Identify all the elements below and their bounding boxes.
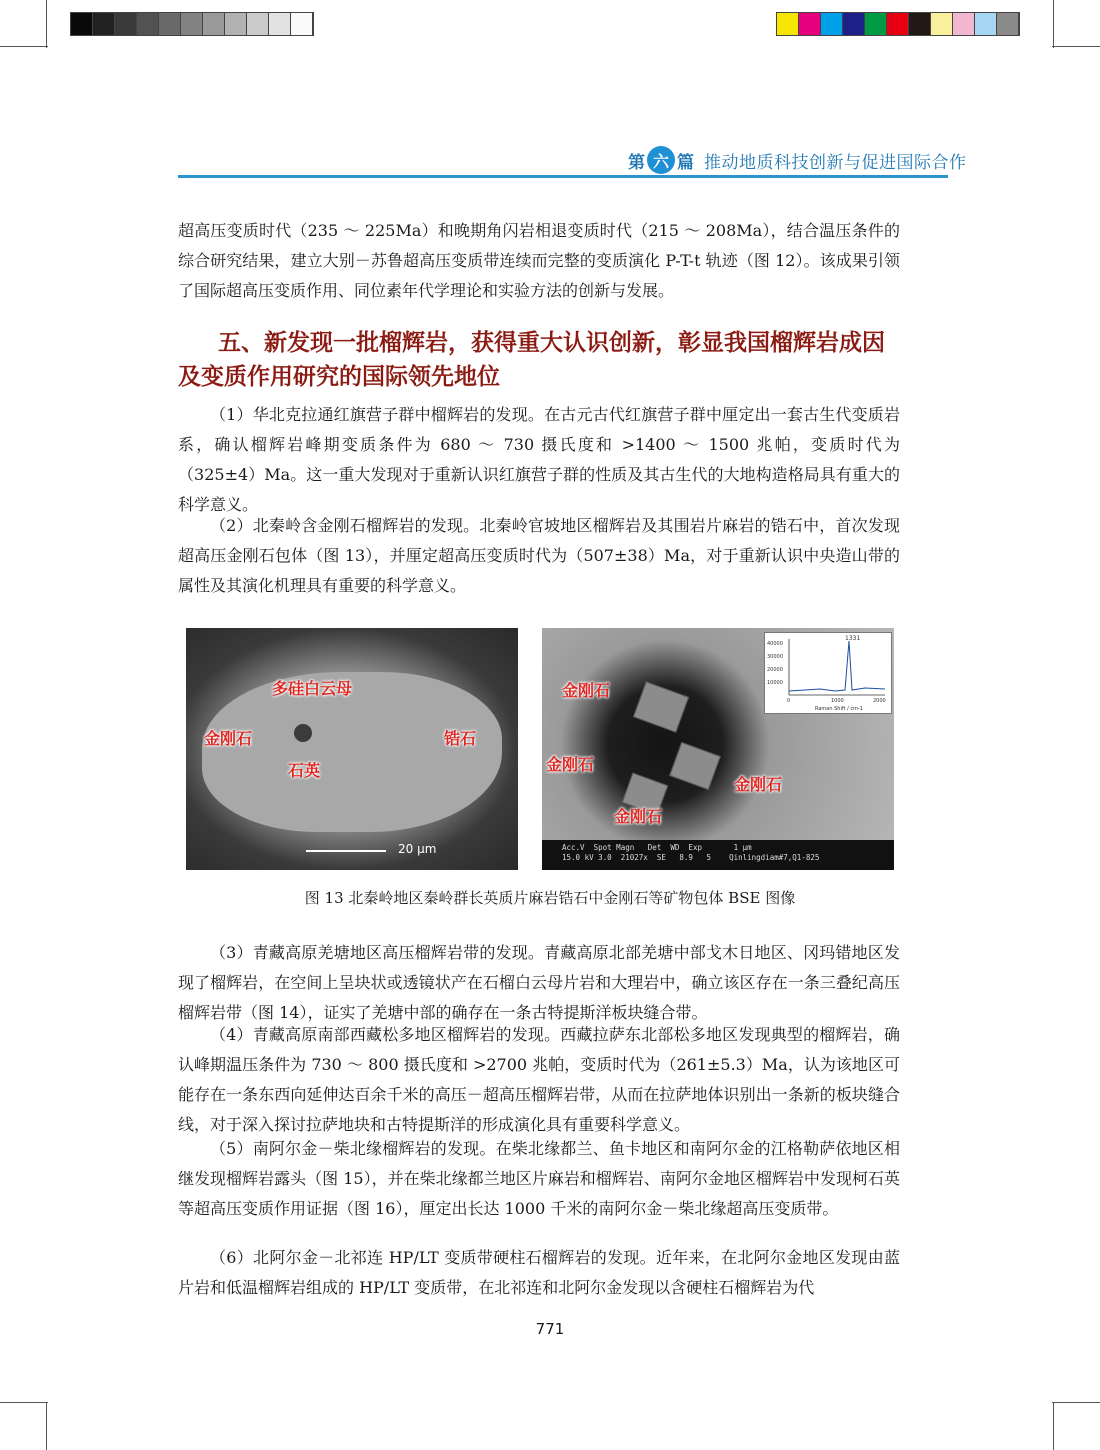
paragraph-item-2: （2）北秦岭含金刚石榴辉岩的发现。北秦岭官坡地区榴辉岩及其围岩片麻岩的锆石中，首次发现超高压金刚石包体（图 13），并厘定超高压变质时代为（507±38）Ma，对于重新认识中央造山带的属性及其演化机理具有重要的科学意义。: [178, 516, 900, 595]
crop-mark-br-v: [1053, 1402, 1054, 1450]
crop-mark-br-h: [1052, 1402, 1100, 1403]
raman-spectrum-chart: [765, 633, 891, 713]
header-rule: [178, 175, 948, 178]
calibration-swatch: [159, 13, 181, 35]
calibration-swatch: [865, 13, 887, 35]
paragraph-continued: 超高压变质时代（235 ～ 225Ma）和晚期角闪岩相退变质时代（215 ～ 208Ma），结合温压条件的综合研究结果，建立大别－苏鲁超高压变质带连续而完整的变质演化 P-T-t 轨迹（图 12）。该成果引领了国际超高压变质作用、同位素年代学理论和实验方法的创新与发展。: [178, 221, 900, 300]
label-diamond-left: 金刚石: [204, 729, 253, 748]
paragraph-item-3: （3）青藏高原羌塘地区高压榴辉岩带的发现。青藏高原北部羌塘中部戈木日地区、冈玛错地区发现了榴辉岩，在空间上呈块状或透镜状产在石榴白云母片岩和大理岩中，确立该区存在一条三叠纪高压榴辉岩带（图 14），证实了羌塘中部的确存在一条古特提斯洋板块缝合带。: [178, 943, 900, 1022]
chapter-prefix: 第: [628, 152, 645, 173]
scale-bar: [306, 850, 386, 852]
x-axis-label: Raman Shift / cm-1: [815, 706, 863, 712]
paragraph-item-6: （6）北阿尔金－北祁连 HP/LT 变质带硬柱石榴辉岩的发现。近年来，在北阿尔金地区发现由蓝片岩和低温榴辉岩组成的 HP/LT 变质带，在北祁连和北阿尔金发现以含硬柱石榴辉岩为代: [178, 1248, 900, 1297]
calibration-swatch: [203, 13, 225, 35]
y-tick: 20000: [767, 667, 783, 673]
calibration-swatch: [93, 13, 115, 35]
chapter-suffix: 篇: [677, 152, 694, 173]
scale-bar-label: 20 μm: [398, 842, 437, 856]
calibration-swatch: [777, 13, 799, 35]
crop-mark-tr-h: [1052, 46, 1100, 47]
gray-calibration-strip: [70, 12, 314, 36]
figure-caption: 图 13 北秦岭地区秦岭群长英质片麻岩锆石中金刚石等矿物包体 BSE 图像: [304, 889, 796, 907]
quartz-inclusion: [294, 724, 312, 742]
calibration-swatch: [997, 13, 1019, 35]
label-quartz: 石英: [288, 761, 321, 780]
y-tick: 40000: [767, 641, 783, 647]
calibration-swatch: [137, 13, 159, 35]
crop-mark-tr-v: [1053, 0, 1054, 48]
label-diamond-1: 金刚石: [562, 681, 611, 700]
label-diamond-4: 金刚石: [614, 807, 663, 826]
figure-bse-image-left: [186, 628, 518, 870]
label-diamond-3: 金刚石: [734, 775, 783, 794]
calibration-swatch: [931, 13, 953, 35]
label-zircon: 锆石: [444, 729, 477, 748]
calibration-swatch: [821, 13, 843, 35]
x-tick: 1000: [831, 698, 844, 704]
calibration-swatch: [291, 13, 313, 35]
raman-spectrum-inset: [764, 632, 892, 714]
calibration-swatch: [225, 13, 247, 35]
y-tick: 30000: [767, 654, 783, 660]
calibration-swatch: [181, 13, 203, 35]
calibration-swatch: [887, 13, 909, 35]
paragraph-item-1: （1）华北克拉通红旗营子群中榴辉岩的发现。在古元古代红旗营子群中厘定出一套古生代变质岩系，确认榴辉岩峰期变质条件为 680 ～ 730 摄氏度和 >1400 ～ 1500 兆帕，变质时代为（325±4）Ma。这一重大发现对于重新认识红旗营子群的性质及其古生代的大地构造格局具有重大的科学意义。: [178, 405, 900, 514]
calibration-swatch: [975, 13, 997, 35]
running-header: [628, 146, 967, 174]
crop-mark-bl-v: [46, 1402, 47, 1450]
label-diamond-2: 金刚石: [546, 755, 595, 774]
calibration-swatch: [843, 13, 865, 35]
x-tick: 0: [787, 698, 791, 704]
figure-bse-image-right: [542, 628, 894, 870]
calibration-swatch: [115, 13, 137, 35]
paragraph-item-4: （4）青藏高原南部西藏松多地区榴辉岩的发现。西藏拉萨东北部松多地区发现典型的榴辉岩，确认峰期温压条件为 730 ～ 800 摄氏度和 >2700 兆帕，变质时代为（261±5.3）Ma，认为该地区可能存在一条东西向延伸达百余千米的高压－超高压榴辉岩带，从而在拉萨地体识别出一条新的板块缝合线，对于深入探讨拉萨地块和古特提斯洋的形成演化具有重要科学意义。: [178, 1025, 900, 1134]
page-number: 771: [535, 1320, 565, 1338]
diamond-crystal: [669, 742, 721, 790]
diamond-crystal: [633, 681, 689, 732]
calibration-swatch: [247, 13, 269, 35]
crop-mark-tl-v: [46, 0, 47, 48]
raman-peak-label: 1331: [845, 635, 861, 642]
crop-mark-bl-h: [0, 1402, 48, 1403]
color-calibration-strip: [776, 12, 1020, 36]
section-title-line-2: 及变质作用研究的国际领先地位: [178, 364, 500, 390]
section-title: [178, 326, 908, 394]
label-dolomite: 多硅白云母: [272, 679, 353, 698]
calibration-swatch: [909, 13, 931, 35]
chapter-number-badge: 六: [647, 146, 675, 174]
chapter-title: 推动地质科技创新与促进国际合作: [704, 152, 967, 173]
paragraph-item-5: （5）南阿尔金－柴北缘榴辉岩的发现。在柴北缘都兰、鱼卡地区和南阿尔金的江格勒萨依地区相继发现榴辉岩露头（图 15），并在柴北缘都兰地区片麻岩和榴辉岩、南阿尔金地区榴辉岩中发现柯石英等超高压变质作用证据（图 16），厘定出长达 1000 千米的南阿尔金－柴北缘超高压变质带。: [178, 1139, 900, 1218]
calibration-swatch: [953, 13, 975, 35]
calibration-swatch: [799, 13, 821, 35]
y-tick: 10000: [767, 680, 783, 686]
x-tick: 2000: [873, 698, 886, 704]
section-title-line-1: 五、新发现一批榴辉岩，获得重大认识创新，彰显我国榴辉岩成因: [218, 330, 885, 356]
calibration-swatch: [71, 13, 93, 35]
crop-mark-tl-h: [0, 46, 48, 47]
calibration-swatch: [269, 13, 291, 35]
sem-info-bar: Acc.V Spot Magn Det WD Exp 1 μm 15.0 kV 3.0 21027x SE 8.9 5 Qinlingdiam#7,Q1-825: [542, 840, 894, 870]
